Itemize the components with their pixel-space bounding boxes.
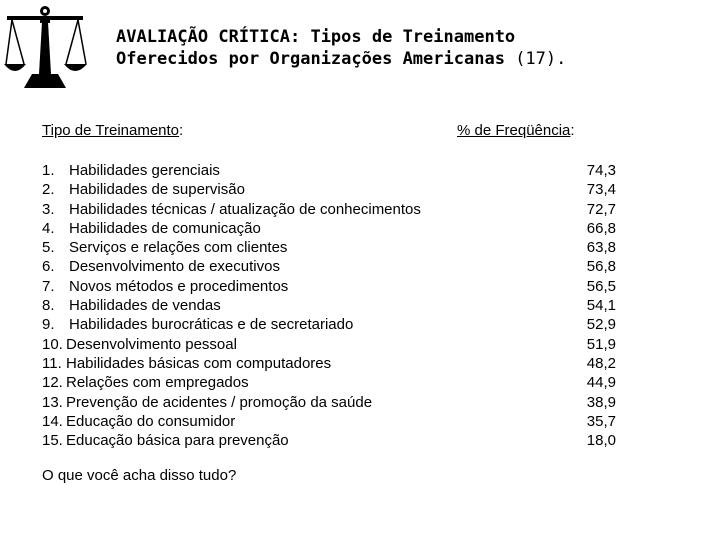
title-reference: (17). <box>515 49 567 69</box>
row-value: 54,1 <box>586 297 616 315</box>
row-label: Novos métodos e procedimentos <box>69 277 289 295</box>
table-row <box>42 161 622 180</box>
slide-title <box>116 26 566 70</box>
row-label: Habilidades básicas com computadores <box>66 354 332 372</box>
row-value: 51,9 <box>586 335 616 353</box>
table-row <box>42 296 622 315</box>
column-header-type <box>42 122 183 140</box>
table-row <box>42 180 622 199</box>
row-label: Habilidades de supervisão <box>69 181 245 199</box>
row-value: 38,9 <box>586 393 616 411</box>
row-value: 48,2 <box>586 354 616 372</box>
row-value: 66,8 <box>586 219 616 237</box>
table-row <box>42 257 622 276</box>
row-number: 9. <box>42 316 55 334</box>
column-header-frequency <box>457 122 575 140</box>
row-value: 74,3 <box>586 162 616 179</box>
column-header-type-label: Tipo de Treinamento <box>42 122 180 139</box>
row-number: 11. <box>42 354 62 372</box>
closing-question: O que você acha disso tudo? <box>42 467 237 484</box>
row-label: Prevenção de acidentes / promoção da saúde <box>66 393 373 411</box>
column-header-frequency-colon: : <box>570 122 575 139</box>
row-value: 73,4 <box>586 181 616 199</box>
row-label: Desenvolvimento pessoal <box>66 335 237 353</box>
row-number: 3. <box>42 200 55 218</box>
row-number: 12. <box>42 374 63 392</box>
row-label: Relações com empregados <box>66 374 249 392</box>
row-number: 13. <box>42 393 63 411</box>
row-number: 10. <box>42 335 63 353</box>
row-number: 14. <box>42 412 63 430</box>
table-row <box>42 431 622 450</box>
row-value: 72,7 <box>586 200 616 218</box>
row-label: Educação básica para prevenção <box>66 432 289 450</box>
row-label: Desenvolvimento de executivos <box>69 258 280 276</box>
scales-of-justice-icon <box>2 2 88 90</box>
row-value: 44,9 <box>586 374 616 392</box>
table-row <box>42 354 622 373</box>
row-value: 18,0 <box>586 432 616 450</box>
row-label: Habilidades de vendas <box>69 297 221 315</box>
table-row <box>42 335 622 354</box>
row-label: Habilidades técnicas / atualização de conhecimentos <box>69 200 421 218</box>
table-row <box>42 219 622 238</box>
column-header-type-colon: : <box>179 122 184 139</box>
row-number: 5. <box>42 239 55 257</box>
column-header-frequency-label: % de Freqüência <box>457 122 571 139</box>
row-value: 52,9 <box>586 316 616 334</box>
table-row <box>42 393 622 412</box>
row-number: 4. <box>42 219 55 237</box>
row-label: Habilidades de comunicação <box>69 219 261 237</box>
row-value: 56,8 <box>586 258 616 276</box>
row-number: 2. <box>42 181 55 199</box>
row-label: Serviços e relações com clientes <box>69 239 288 257</box>
table-row <box>42 373 622 392</box>
row-value: 56,5 <box>586 277 616 295</box>
row-value: 63,8 <box>586 239 616 257</box>
title-line-1: AVALIAÇÃO CRÍTICA: Tipos de Treinamento <box>116 27 516 47</box>
row-number: 7. <box>42 277 55 295</box>
row-number: 8. <box>42 297 55 315</box>
table-row <box>42 315 622 334</box>
row-label: Educação do consumidor <box>66 412 236 430</box>
training-list <box>42 161 622 450</box>
table-row <box>42 200 622 219</box>
row-number: 1. <box>42 162 55 179</box>
row-label: Habilidades gerenciais <box>69 162 220 179</box>
row-label: Habilidades burocráticas e de secretariado <box>69 316 354 334</box>
table-row <box>42 412 622 431</box>
row-number: 15. <box>42 432 63 450</box>
row-number: 6. <box>42 258 55 276</box>
title-line-2-text: Oferecidos por Organizações Americanas <box>116 49 505 69</box>
row-value: 35,7 <box>586 412 616 430</box>
title-line-2 <box>116 48 566 70</box>
table-row <box>42 238 622 257</box>
table-row <box>42 277 622 296</box>
